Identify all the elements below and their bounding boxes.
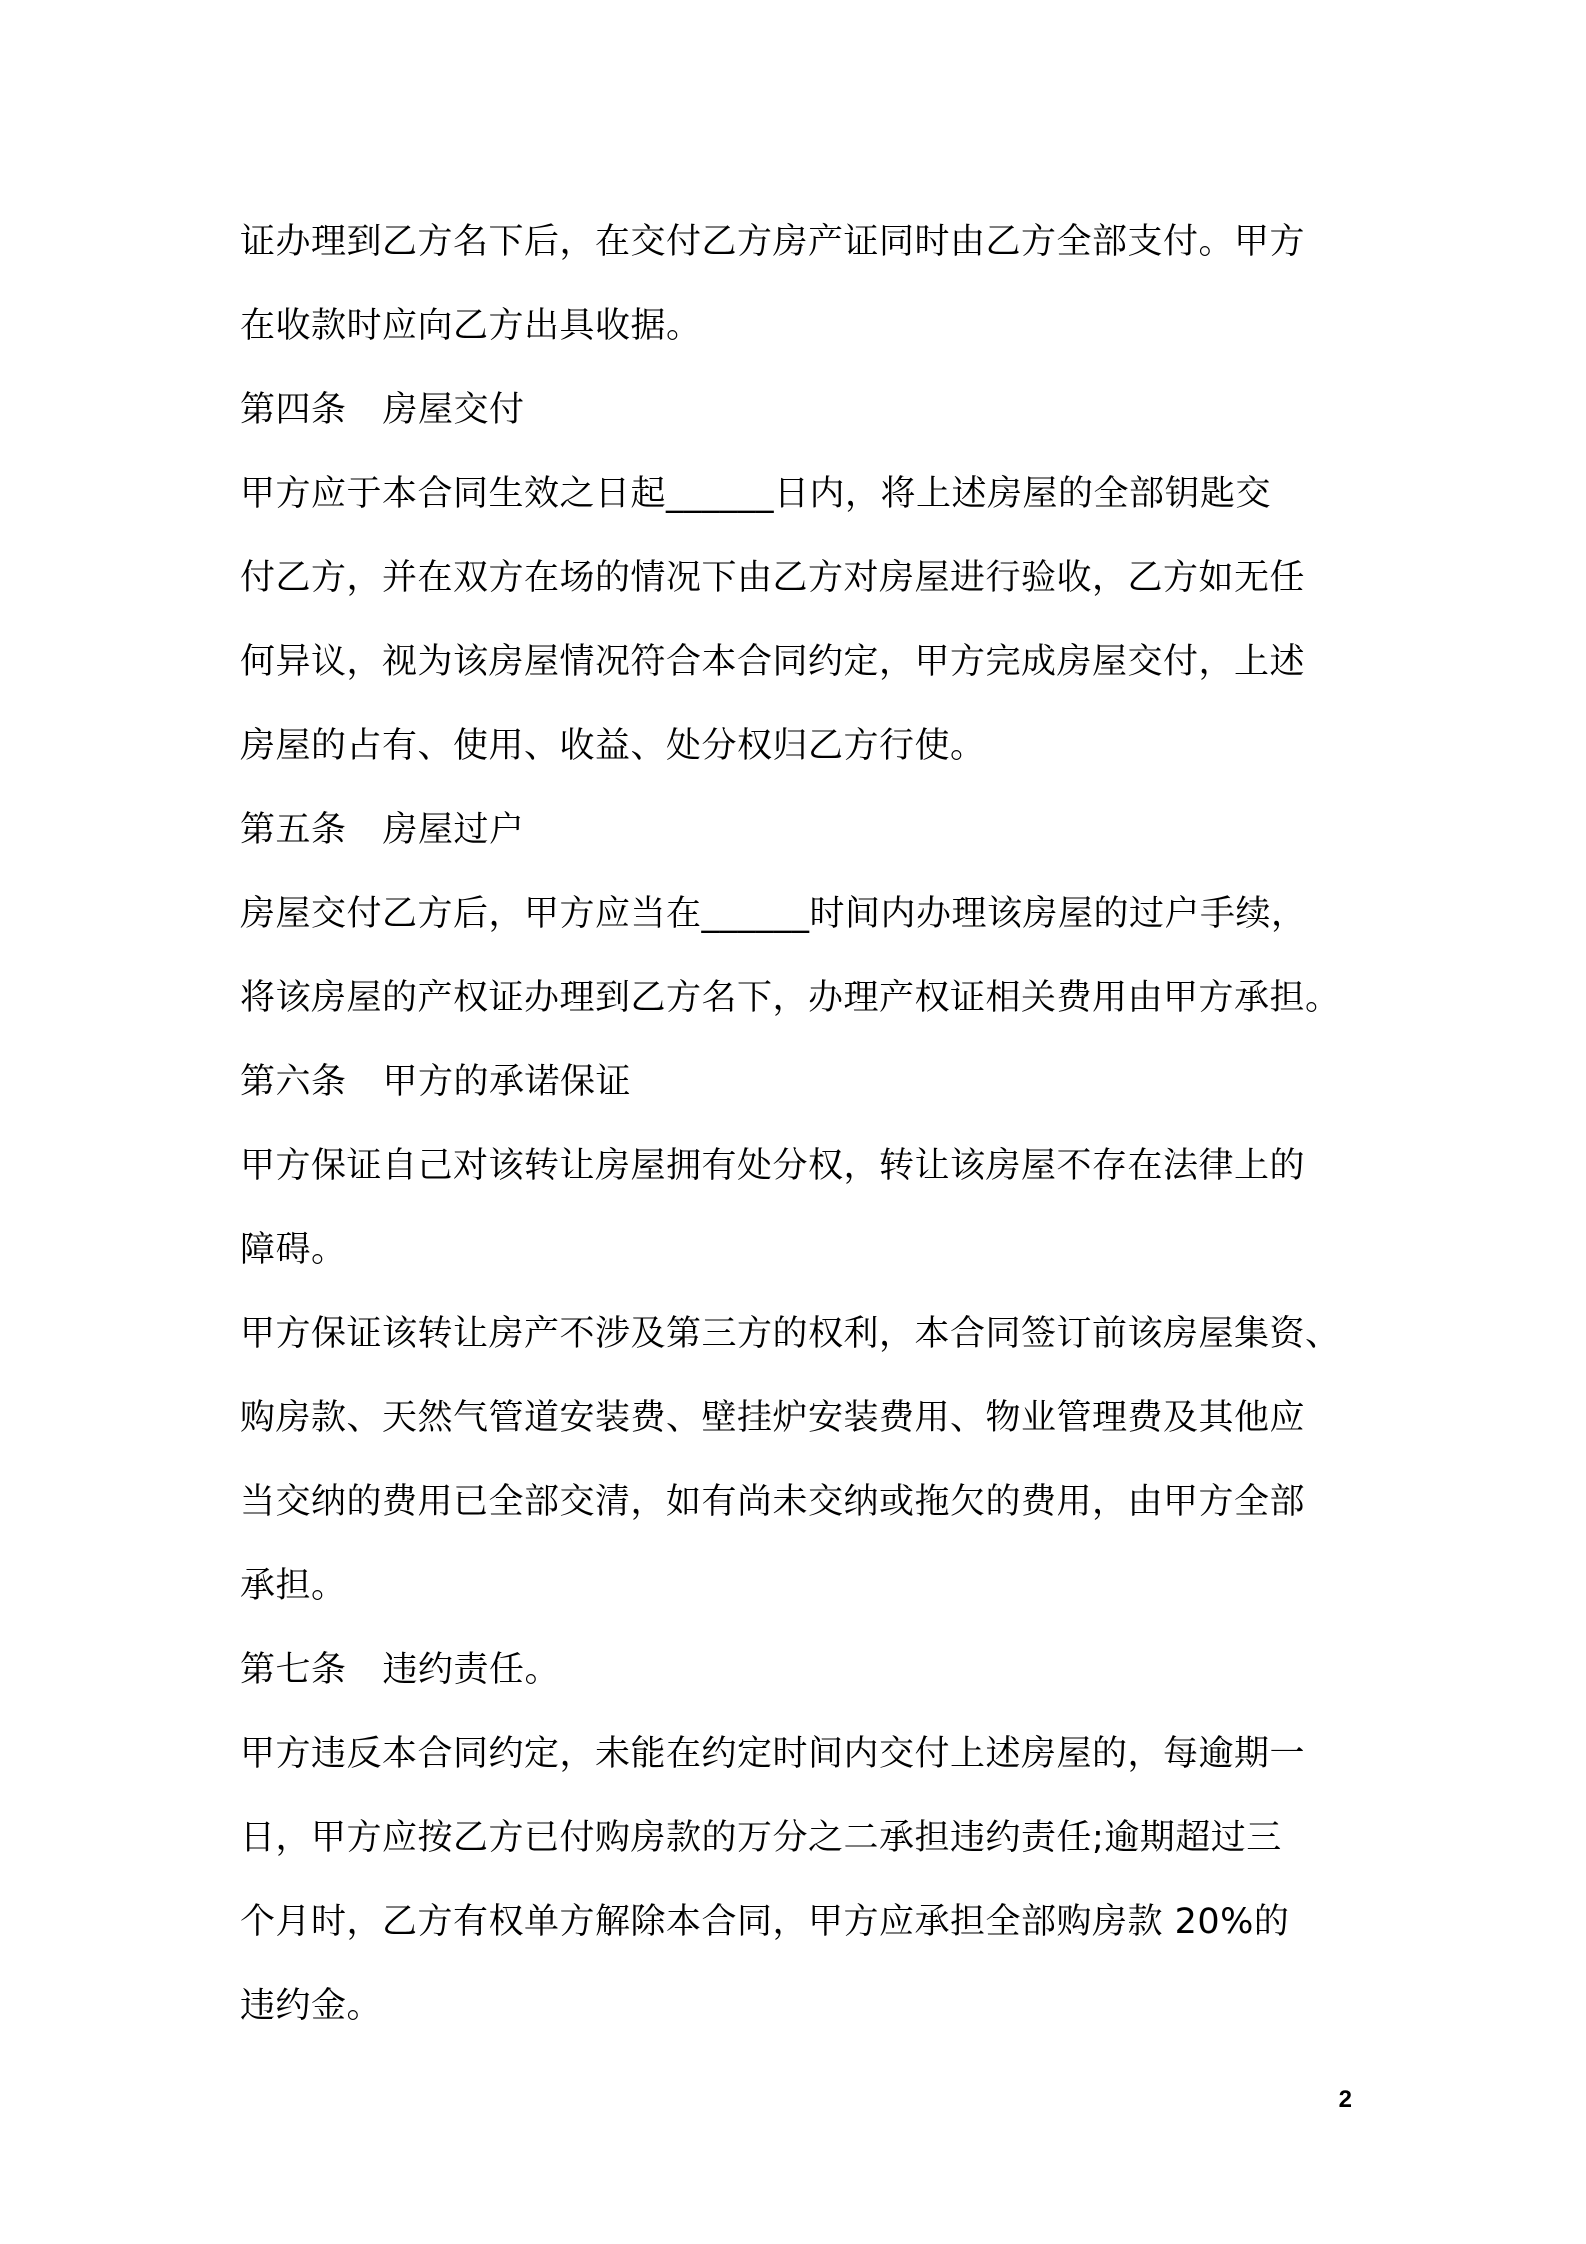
text-line: 障碍。: [240, 1230, 347, 1270]
document-body: [240, 200, 1370, 2048]
article-title: 甲方的承诺保证: [382, 1062, 632, 1102]
text-line: 甲方违反本合同约定，未能在约定时间内交付上述房屋的，每逾期一: [240, 1734, 1306, 1774]
article-heading: [240, 1628, 1370, 1712]
article-title: 房屋交付: [382, 390, 525, 430]
article-heading: [240, 368, 1370, 452]
article-title: 房屋过户: [382, 810, 525, 850]
text-line: 甲方应于本合同生效之日起______日内，将上述房屋的全部钥匙交: [240, 474, 1272, 514]
article-number: 第五条: [240, 810, 347, 850]
article-number: 第六条: [240, 1062, 347, 1102]
text-line: 房屋交付乙方后，甲方应当在______时间内办理该房屋的过户手续，: [240, 894, 1307, 934]
text-line: 承担。: [240, 1566, 347, 1606]
text-line: 甲方保证自己对该转让房屋拥有处分权，转让该房屋不存在法律上的: [240, 1146, 1306, 1186]
article-heading: [240, 1040, 1370, 1124]
text-line: 甲方保证该转让房产不涉及第三方的权利，本合同签订前该房屋集资、: [240, 1314, 1341, 1354]
text-line: 付乙方，并在双方在场的情况下由乙方对房屋进行验收，乙方如无任: [240, 558, 1306, 598]
text-line: 当交纳的费用已全部交清，如有尚未交纳或拖欠的费用，由甲方全部: [240, 1482, 1306, 1522]
article-heading: [240, 788, 1370, 872]
article-title: 违约责任。: [382, 1650, 561, 1690]
text-line: 将该房屋的产权证办理到乙方名下，办理产权证相关费用由甲方承担。: [240, 978, 1341, 1018]
text-line: 违约金。: [240, 1986, 383, 2026]
text-line: 房屋的占有、使用、收益、处分权归乙方行使。: [240, 726, 986, 766]
text-line: 在收款时应向乙方出具收据。: [240, 306, 702, 346]
text-line: 何异议，视为该房屋情况符合本合同约定，甲方完成房屋交付，上述: [240, 642, 1306, 682]
article-number: 第七条: [240, 1650, 347, 1690]
article-number: 第四条: [240, 390, 347, 430]
text-line: 日，甲方应按乙方已付购房款的万分之二承担违约责任;逾期超过三: [240, 1818, 1282, 1858]
text-line: 证办理到乙方名下后，在交付乙方房产证同时由乙方全部支付。甲方: [240, 222, 1306, 262]
text-line: 个月时，乙方有权单方解除本合同，甲方应承担全部购房款 20%的: [240, 1902, 1290, 1942]
text-line: 购房款、天然气管道安装费、壁挂炉安装费用、物业管理费及其他应: [240, 1398, 1306, 1438]
page-number: 2: [1338, 2086, 1352, 2113]
